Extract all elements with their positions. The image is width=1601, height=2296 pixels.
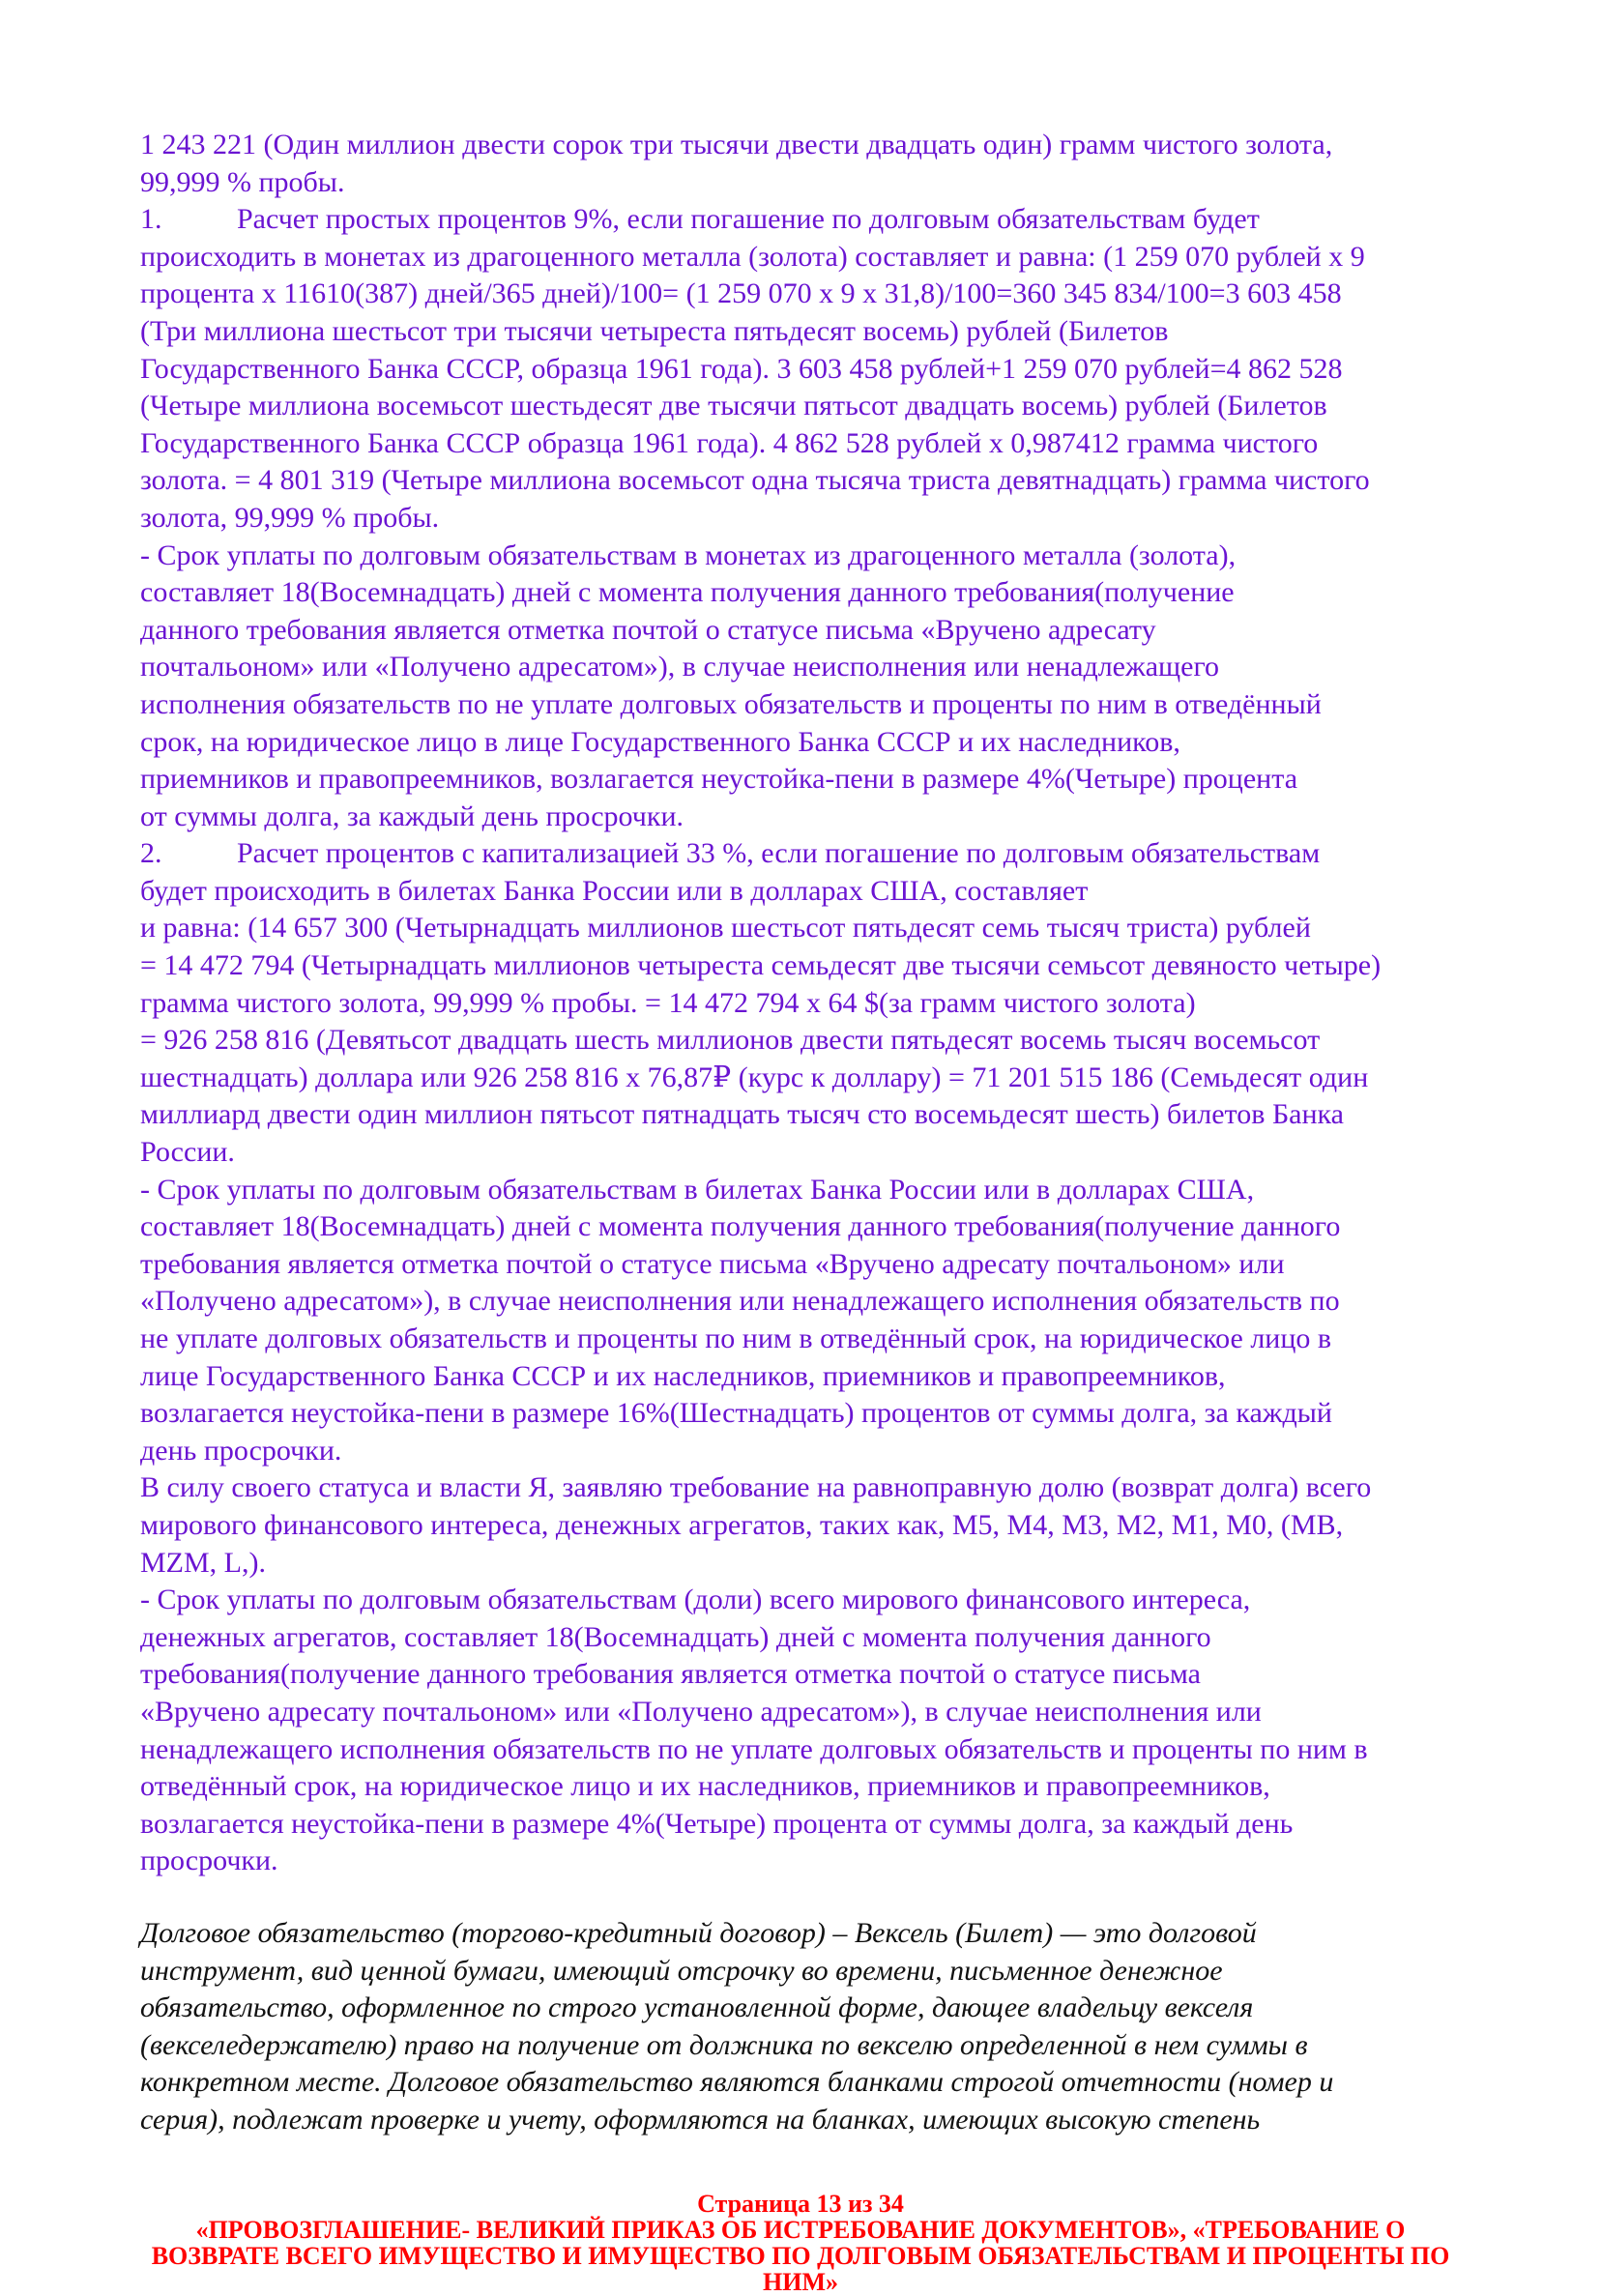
text-line [140, 1395, 1381, 1433]
line-text: отведённый срок, на юридическое лицо и их наследников, приемников и правопреемников, [140, 1770, 1270, 1803]
text-line [140, 201, 1381, 239]
footer-title-line: «ПРОВОЗГЛАШЕНИЕ- ВЕЛИКИЙ ПРИКАЗ ОБ ИСТРЕБОВАНИЕ ДОКУМЕНТОВ», «ТРЕБОВАНИЕ О [195, 2216, 1406, 2244]
text-line [140, 538, 1381, 575]
line-text: золота. = 4 801 319 (Четыре миллиона восемьсот одна тысяча триста девятнадцать) грамма чистого [140, 464, 1370, 497]
text-line [140, 313, 1381, 351]
text-line [140, 1283, 1381, 1321]
text-line [140, 1582, 1381, 1619]
line-text: ненадлежащего исполнения обязательств по не уплате долговых обязательств и проценты по ним в [140, 1732, 1368, 1765]
line-text: Государственного Банка СССР, образца 1961 года). 3 603 458 рублей+1 259 070 рублей=4 862 528 [140, 352, 1343, 385]
text-line [140, 947, 1381, 985]
line-text: = 14 472 794 (Четырнадцать миллионов четыреста семьдесят две тысячи семьсот девяносто четыре) [140, 949, 1382, 982]
line-text: день просрочки. [140, 1434, 342, 1467]
document-body [140, 127, 1381, 1880]
text-line [140, 1843, 1381, 1880]
text-line [140, 873, 1381, 911]
line-text: требования(получение данного требования является отметка почтой о статусе письма [140, 1658, 1201, 1691]
line-text: В силу своего статуса и власти Я, заявляю требование на равноправную долю (возврат долга) всего [140, 1471, 1372, 1504]
line-text: Государственного Банка СССР образца 1961 года). 4 862 528 рублей x 0,987412 грамма чистого [140, 426, 1319, 459]
text-line [140, 164, 1381, 202]
text-line [140, 1619, 1381, 1657]
line-text: миллиард двести один миллион пятьсот пятнадцать тысяч сто восемьдесят шесть) билетов Банка [140, 1098, 1344, 1131]
footer-title-line: ВОЗВРАТЕ ВСЕГО ИМУЩЕСТВО И ИМУЩЕСТВО ПО ДОЛГОВЫМ ОБЯЗАТЕЛЬСТВАМ И ПРОЦЕНТЫ ПО [151, 2242, 1450, 2270]
line-text: происходить в монетах из драгоценного металла (золота) составляет и равна: (1 259 070 рублей x 9 [140, 240, 1365, 273]
line-text: шестнадцать) доллара или 926 258 816 x 76,87₽ (курс к доллару) = 71 201 515 186 (Семьдесят один [140, 1061, 1369, 1093]
footer-title-line: НИМ» [763, 2268, 838, 2296]
line-text: требования является отметка почтой о статусе письма «Вручено адресату почтальоном» или [140, 1247, 1285, 1280]
line-text: «Получено адресатом»), в случае неисполнения или ненадлежащего исполнения обязательств по [140, 1285, 1340, 1318]
text-line [140, 799, 1381, 836]
line-text: составляет 18(Восемнадцать) дней с момента получения данного требования(получение [140, 576, 1235, 609]
text-line [140, 686, 1381, 724]
page-footer [0, 2191, 1601, 2295]
text-line [140, 1096, 1381, 1134]
text-line [140, 574, 1381, 612]
line-text: (Три миллиона шестьсот три тысячи четыреста пятьдесят восемь) рублей (Билетов [140, 314, 1169, 347]
text-line [140, 351, 1381, 389]
text-line [140, 985, 1381, 1023]
line-text: лице Государственного Банка СССР и их наследников, приемников и правопреемников, [140, 1359, 1226, 1392]
text-line [140, 1134, 1381, 1172]
line-text: данного требования является отметка почтой о статусе письма «Вручено адресату [140, 613, 1156, 646]
italic-line: обязательство, оформленное по строго установленной форме, дающее владельцу векселя [140, 1991, 1254, 2024]
line-text: почтальоном» или «Получено адресатом»), в случае неисполнения или ненадлежащего [140, 651, 1220, 683]
text-line [140, 1433, 1381, 1470]
italic-line: (векселедержателю) право на получение от должника по векселю определенной в нем суммы в [140, 2028, 1308, 2061]
text-line [140, 1022, 1381, 1060]
text-line [140, 612, 1381, 650]
text-line [140, 462, 1381, 500]
italic-line: конкретном месте. Долговое обязательство являются бланками строгой отчетности (номер и [140, 2066, 1334, 2099]
text-line [140, 1469, 1381, 1507]
line-text: просрочки. [140, 1845, 278, 1877]
line-text: 99,999 % пробы. [140, 165, 345, 198]
line-text: 1 243 221 (Один миллион двести сорок три тысячи двести двадцать один) грамм чистого золота, [140, 129, 1333, 160]
italic-line: серия), подлежат проверке и учету, оформляются на бланках, имеющих высокую степень [140, 2103, 1261, 2136]
line-text: золота, 99,999 % пробы. [140, 501, 440, 534]
line-text: срок, на юридическое лицо в лице Государственного Банка СССР и их наследников, [140, 725, 1180, 758]
text-line [140, 724, 1381, 762]
line-text: и равна: (14 657 300 (Четырнадцать миллионов шестьсот пятьдесят семь тысяч триста) рублей [140, 912, 1311, 945]
text-line [140, 1656, 1381, 1694]
line-text: от суммы долга, за каждый день просрочки. [140, 799, 684, 832]
text-line [140, 649, 1381, 686]
line-text: - Срок уплаты по долговым обязательствам в монетах из драгоценного металла (золота), [140, 538, 1237, 571]
text-line [140, 1545, 1381, 1583]
list-number: 2. [140, 837, 162, 870]
line-text: (Четыре миллиона восемьсот шестьдесят две тысячи пятьсот двадцать восемь) рублей (Билетов [140, 390, 1327, 422]
italic-line: инструмент, вид ценной бумаги, имеющий отсрочку во времени, письменное денежное [140, 1954, 1223, 1987]
line-text: приемников и правопреемников, возлагается неустойка-пени в размере 4%(Четыре) процента [140, 763, 1298, 796]
text-line [140, 1731, 1381, 1769]
line-text: Расчет простых процентов 9%, если погашение по долговым обязательствам будет [237, 203, 1260, 236]
line-text: возлагается неустойка-пени в размере 16%(Шестнадцать) процентов от суммы долга, за каждый [140, 1397, 1332, 1430]
line-text: «Вручено адресату почтальоном» или «Получено адресатом»), в случае неисполнения или [140, 1695, 1262, 1728]
text-line [140, 1694, 1381, 1731]
line-text: исполнения обязательств по не уплате долговых обязательств и проценты по ним в отведённый [140, 687, 1322, 720]
text-line [140, 835, 1381, 873]
line-text: мирового финансового интереса, денежных агрегатов, таких как, M5, M4, M3, M2, M1, M0, (MB, [140, 1508, 1344, 1541]
page-number: Страница 13 из 34 [697, 2190, 904, 2218]
line-text: Расчет процентов с капитализацией 33 %, если погашение по долговым обязательствам [237, 837, 1321, 870]
text-line [140, 1507, 1381, 1545]
line-text: - Срок уплаты по долговым обязательствам в билетах Банка России или в долларах США, [140, 1173, 1255, 1206]
text-line [140, 127, 1381, 164]
text-line [140, 1060, 1381, 1097]
text-line [140, 1768, 1381, 1806]
text-line [140, 276, 1381, 313]
line-text: процента x 11610(387) дней/365 дней)/100= (1 259 070 x 9 x 31,8)/100=360 345 834/100=3 603 458 [140, 277, 1342, 310]
italic-line: Долговое обязательство (торгово-кредитный договор) – Вексель (Билет) — это долговой [140, 1917, 1257, 1949]
text-line [140, 1172, 1381, 1209]
text-line [140, 388, 1381, 425]
line-text: - Срок уплаты по долговым обязательствам (доли) всего мирового финансового интереса, [140, 1584, 1251, 1616]
line-text: грамма чистого золота, 99,999 % пробы. = 14 472 794 x 64 $(за грамм чистого золота) [140, 986, 1196, 1019]
list-number: 1. [140, 203, 162, 236]
line-text: MZM, L,). [140, 1546, 266, 1579]
text-line [140, 500, 1381, 538]
text-line [140, 1321, 1381, 1358]
line-text: денежных агрегатов, составляет 18(Восемнадцать) дней с момента получения данного [140, 1620, 1211, 1653]
line-text: будет происходить в билетах Банка России или в долларах США, составляет [140, 874, 1089, 907]
text-line [140, 1208, 1381, 1246]
text-line [140, 1806, 1381, 1844]
text-line [140, 425, 1381, 463]
definition-paragraph [140, 1915, 1333, 2139]
text-line [140, 761, 1381, 799]
text-line [140, 1358, 1381, 1396]
line-text: России. [140, 1136, 235, 1169]
line-text: не уплате долговых обязательств и проценты по ним в отведённый срок, на юридическое лицо в [140, 1322, 1332, 1354]
text-line [140, 239, 1381, 276]
line-text: = 926 258 816 (Девятьсот двадцать шесть миллионов двести пятьдесят восемь тысяч восемьсот [140, 1024, 1321, 1057]
line-text: возлагается неустойка-пени в размере 4%(Четыре) процента от суммы долга, за каждый день [140, 1807, 1294, 1840]
text-line [140, 1246, 1381, 1284]
text-line [140, 910, 1381, 947]
line-text: составляет 18(Восемнадцать) дней с момента получения данного требования(получение данного [140, 1210, 1341, 1243]
